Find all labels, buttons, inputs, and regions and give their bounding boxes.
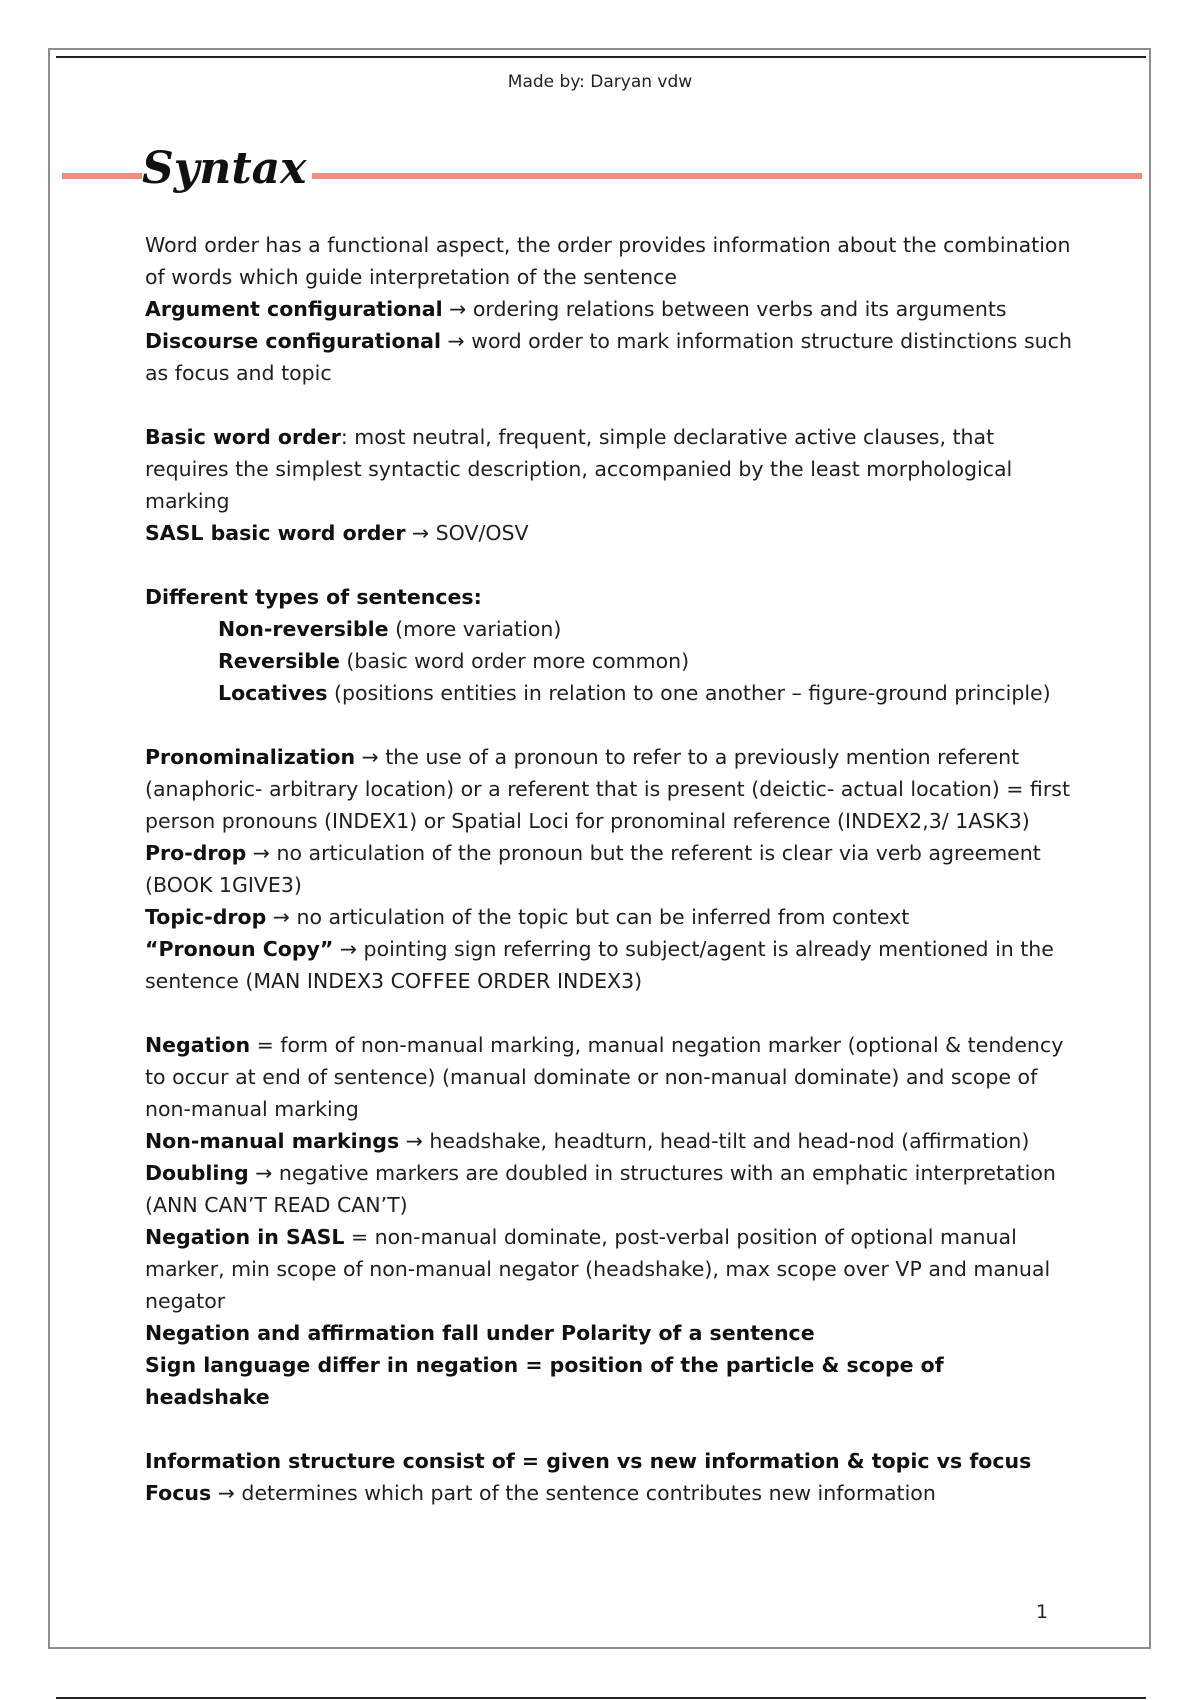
paragraph: Topic-drop → no articulation of the topic but can be inferred from context — [145, 905, 910, 929]
paragraph: Negation in SASL = non-manual dominate, post-verbal position of optional manual marker, min scope of non-manual negator (headshake), max scope over VP and manual negator — [145, 1225, 1051, 1313]
list-item: Reversible (basic word order more common) — [218, 649, 690, 673]
page-header: Made by: Daryan vdw — [507, 72, 693, 92]
paragraph: Pronominalization → the use of a pronoun to refer to a previously mention referent (anaphoric- arbitrary location) or a referent that is present (deictic- actual location) = first person pronouns (INDEX1) or Spatial Loci for pronominal reference (INDEX2,3/ 1ASK3) — [145, 745, 1070, 833]
list-item: Locatives (positions entities in relation to one another – figure-ground principle) — [218, 681, 1051, 705]
notes-body — [145, 229, 1075, 1509]
paragraph: Doubling → negative markers are doubled in structures with an emphatic interpretation (ANN CAN’T READ CAN’T) — [145, 1161, 1056, 1217]
paragraph: Basic word order: most neutral, frequent, simple declarative active clauses, that requires the simplest syntactic description, accompanied by the least morphological marking — [145, 425, 1013, 513]
paragraph: Sign language differ in negation = position of the particle & scope of headshake — [145, 1353, 944, 1409]
list-item: Non-reversible (more variation) — [218, 617, 562, 641]
page-number: 1 — [1036, 1601, 1049, 1623]
paragraph: “Pronoun Copy” → pointing sign referring to subject/agent is already mentioned in the sentence (MAN INDEX3 COFFEE ORDER INDEX3) — [145, 937, 1054, 993]
paragraph: SASL basic word order → SOV/OSV — [145, 521, 529, 545]
paragraph: Discourse configurational → word order to mark information structure distinctions such as focus and topic — [145, 329, 1072, 385]
paragraph: Non-manual markings → headshake, headturn, head-tilt and head-nod (affirmation) — [145, 1129, 1030, 1153]
paragraph: Negation = form of non-manual marking, manual negation marker (optional & tendency to occur at end of sentence) (manual dominate or non-manual dominate) and scope of non-manual marking — [145, 1033, 1064, 1121]
page-title: Syntax — [142, 143, 312, 195]
paragraph: Word order has a functional aspect, the order provides information about the combination of words which guide interpretation of the sentence — [145, 233, 1071, 289]
paragraph: Negation and affirmation fall under Polarity of a sentence — [145, 1321, 815, 1345]
paragraph: Information structure consist of = given vs new information & topic vs focus — [145, 1449, 1032, 1473]
paragraph: Focus → determines which part of the sentence contributes new information — [145, 1481, 936, 1505]
paragraph: Argument configurational → ordering relations between verbs and its arguments — [145, 297, 1007, 321]
bottom-rule — [56, 1697, 1146, 1699]
paragraph: Pro-drop → no articulation of the pronoun but the referent is clear via verb agreement (BOOK 1GIVE3) — [145, 841, 1041, 897]
section-heading: Different types of sentences: — [145, 585, 482, 609]
